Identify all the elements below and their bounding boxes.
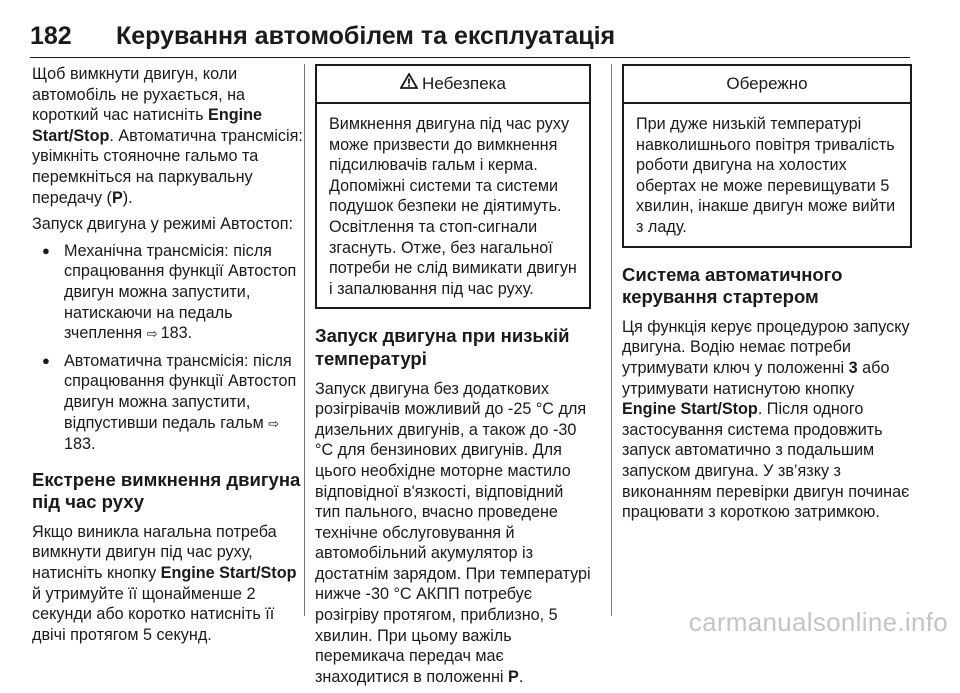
cold-start-paragraph: Запуск двигуна без додаткових розігрівачів можливий до -25 °C для дизельних двигунів, а також до -30 °C для бензинових двигунів. Для цього необхідне моторне мастило відповідної в'язкості, відповідний тип пального, вчасно проведене технічне обслуговування й автомобільний акумулятор із достатнім зарядом. При температурі нижче -30 °C АКПП потребує розігріву протягом, приблизно, 5 хвилин. При цьому важіль перемикача передач має знаходитися в положенні P. — [315, 379, 591, 686]
list-item: ● Автоматична трансмісія: після спрацювання функції Автостоп двигун можна запустити, відпустивши педаль гальм ⇨183. — [32, 351, 306, 455]
stop-engine-paragraph: Щоб вимкнути двигун, коли автомобіль не рухається, на короткий час натисніть Engine Start/Stop. Автоматична трансмісія: увімкніть стояночне гальмо та перемкніться на паркувальну передачу (P). — [32, 65, 303, 207]
caution-header — [624, 66, 910, 104]
autostop-list — [32, 241, 306, 455]
caution-title: Обережно — [726, 73, 808, 93]
page-ref[interactable]: 183. — [64, 435, 96, 454]
emergency-stop-paragraph: Якщо виникла нагальна потреба вимкнути двигун під час руху, натисніть кнопку Engine Start/Stop й утримуйте її щонайменше 2 секунди або коротко натисніть її двічі протягом 5 секунд. — [32, 522, 297, 644]
starter-control-paragraph: Ця функція керує процедурою запуску двигуна. Водію немає потреби утримувати ключ у положенні 3 або утримувати натиснутою кнопку Engine Start/Stop. Після одного застосування система продовжить запуск автоматично з подальшим запуском двигуна. У зв’язку з виконанням перевірки двигун починає працювати з короткою затримкою. — [622, 317, 910, 522]
chapter-title: Керування автомобілем та експлуатація — [116, 22, 616, 50]
header-rule — [30, 57, 910, 58]
warning-triangle-icon — [400, 73, 418, 95]
warning-header — [317, 66, 589, 104]
section-title-starter-control: Система автоматичного керування стартером — [622, 263, 843, 308]
page-ref-arrow-icon[interactable]: ⇨ — [268, 415, 280, 431]
warning-box — [315, 64, 591, 309]
column-3 — [622, 64, 912, 529]
warning-title: Небезпека — [422, 73, 506, 93]
section-title-emergency-stop: Екстрене вимкнення двигуна під час руху — [32, 468, 301, 513]
caution-body: При дуже низькій температурі навколишнього повітря тривалість роботи двигуна на холостих обертах не може перевищувати 5 хвилин, інакше двигун може вийти з ладу. — [636, 115, 896, 236]
key-position-3-label: 3 — [848, 358, 858, 377]
column-2 — [315, 64, 591, 693]
column-1 — [32, 64, 306, 651]
column-divider-2 — [611, 64, 612, 616]
autostop-intro: Запуск двигуна у режимі Автостоп: — [32, 215, 294, 234]
gear-p-label: P — [111, 188, 123, 207]
watermark: carmanualsonline.info — [688, 607, 948, 637]
page-ref-arrow-icon[interactable]: ⇨ — [146, 326, 158, 342]
gear-p-label: P — [508, 667, 519, 686]
engine-start-stop-label: Engine Start/Stop — [32, 106, 263, 145]
warning-body: Вимкнення двигуна під час руху може призвести до вимкнення підсилювачів гальм і керма. Допоміжні системи та системи подушок безпеки не діятимуть. Освітлення та стоп-сигнали згаснуть. Отже, без нагальної потреби не слід вимикати двигун і запалювання під час руху. — [329, 115, 577, 298]
page-header — [30, 22, 910, 52]
engine-start-stop-label: Engine Start/Stop — [622, 400, 758, 419]
section-title-cold-start: Запуск двигуна при низькій температурі — [315, 325, 570, 369]
engine-start-stop-label: Engine Start/Stop — [160, 564, 297, 583]
caution-box — [622, 64, 912, 248]
list-item: ● Механічна трансмісія: після спрацювання функції Автостоп двигун можна запустити, натискаючи на педаль зчеплення ⇨ 183. — [32, 241, 306, 345]
page-number: 182 — [30, 22, 72, 50]
page-ref[interactable]: 183. — [160, 324, 193, 343]
